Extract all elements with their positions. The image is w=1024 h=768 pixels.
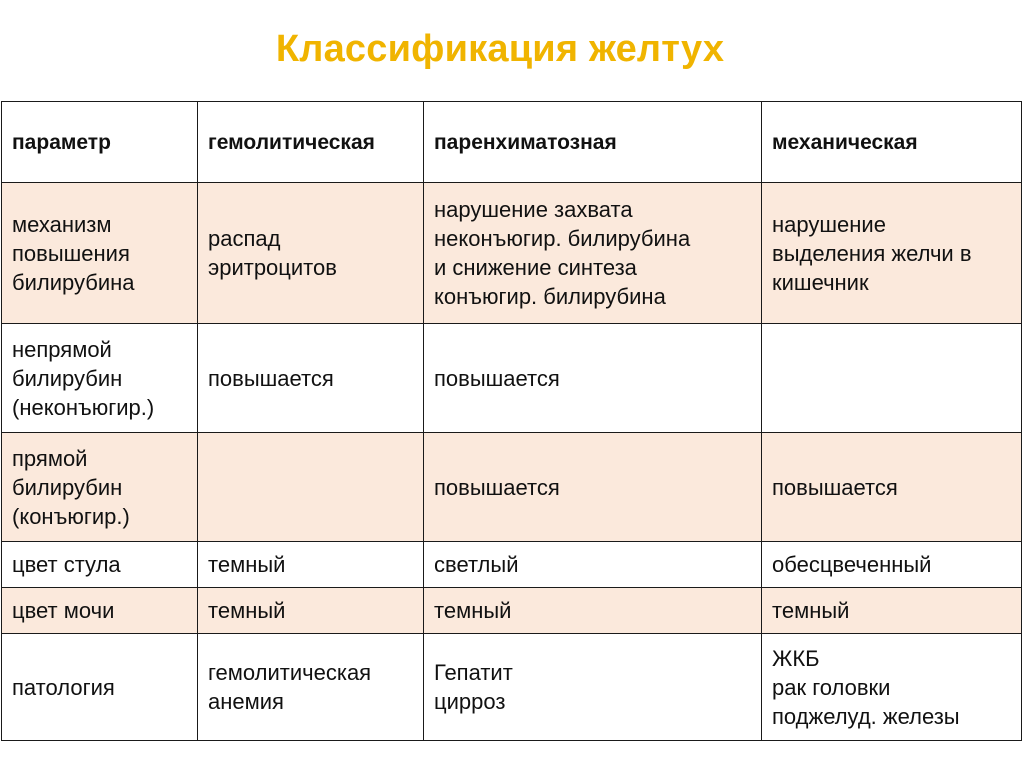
table-row-indirect-bilirubin [2,324,1022,433]
table-cell: повышается [762,433,1022,542]
table-row-pathology [2,634,1022,741]
table-cell: патология [2,634,198,741]
table-cell: Гепатит цирроз [424,634,762,741]
table-cell: темный [198,542,424,588]
table-row-bilirubin-mechanism [2,183,1022,324]
table-cell: распад эритроцитов [198,183,424,324]
table-cell: прямой билирубин (конъюгир.) [2,433,198,542]
table-cell: механизм повышения билирубина [2,183,198,324]
table-cell: непрямой билирубин (неконъюгир.) [2,324,198,433]
table-cell: светлый [424,542,762,588]
header-cell-parenchymal: паренхиматозная [424,102,762,183]
table-cell: ЖКБ рак головки поджелуд. железы [762,634,1022,741]
table-cell [198,433,424,542]
table-cell: повышается [198,324,424,433]
table-cell: цвет стула [2,542,198,588]
header-cell-parameter: параметр [2,102,198,183]
table-cell: нарушение захвата неконъюгир. билирубина и снижение синтеза конъюгир. билирубина [424,183,762,324]
table-cell: нарушение выделения желчи в кишечник [762,183,1022,324]
header-cell-mechanical: механическая [762,102,1022,183]
jaundice-classification-table [1,101,1022,741]
table-cell: темный [198,588,424,634]
table-cell [762,324,1022,433]
table-cell: повышается [424,433,762,542]
table-row-stool-color [2,542,1022,588]
table-cell: темный [762,588,1022,634]
table-cell: темный [424,588,762,634]
table-cell: цвет мочи [2,588,198,634]
table-header-row [2,102,1022,183]
table-cell: повышается [424,324,762,433]
table-row-urine-color [2,588,1022,634]
header-cell-hemolytic: гемолитическая [198,102,424,183]
table-cell: обесцвеченный [762,542,1022,588]
page-title: Классификация желтух [275,28,725,70]
table-row-direct-bilirubin [2,433,1022,542]
table-cell: гемолитическая анемия [198,634,424,741]
